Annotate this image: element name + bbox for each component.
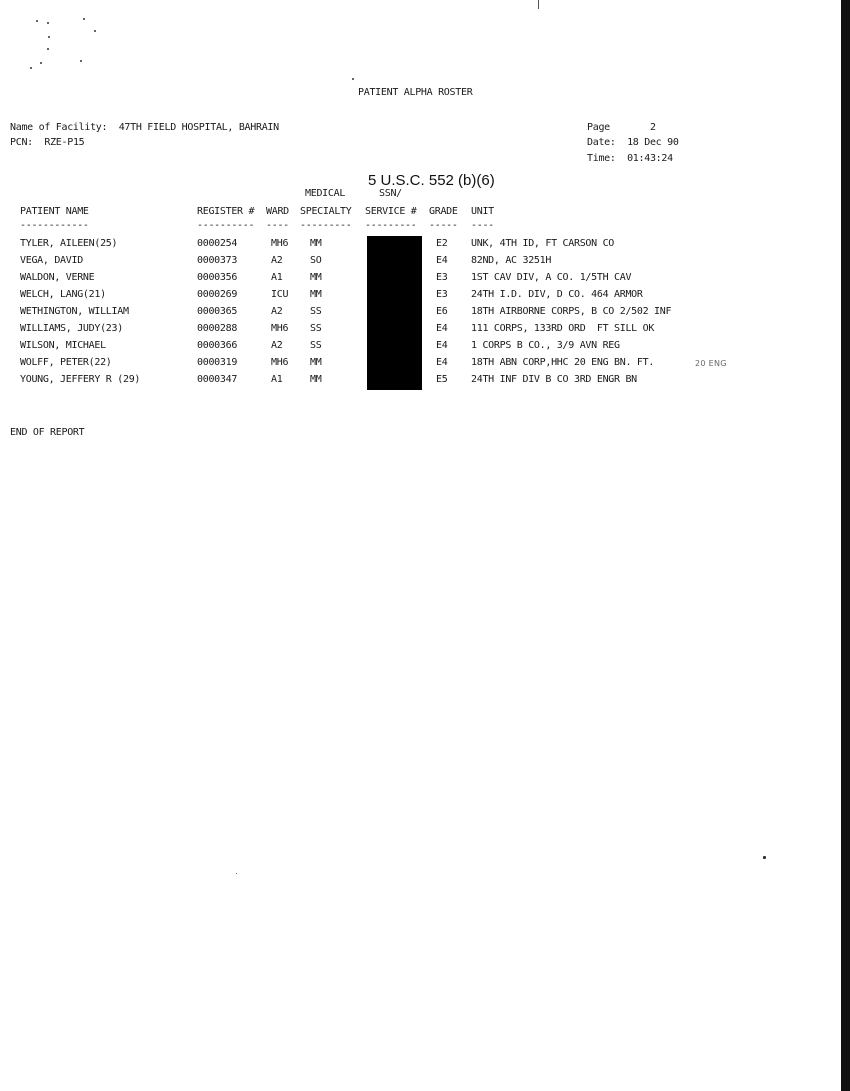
- cell-patient-name: WOLFF, PETER(22): [20, 357, 112, 368]
- cell-specialty: MM: [310, 357, 322, 368]
- cell-unit: 18TH AIRBORNE CORPS, B CO 2/502 INF: [471, 306, 672, 317]
- header-unit: UNIT: [471, 206, 494, 217]
- cell-ward: MH6: [271, 323, 289, 334]
- cell-specialty: SS: [310, 306, 322, 317]
- table-row: [0, 374, 637, 387]
- cell-specialty: MM: [310, 238, 322, 249]
- cell-ward: MH6: [271, 238, 289, 249]
- cell-patient-name: WETHINGTON, WILLIAM: [20, 306, 129, 317]
- cell-ward: ICU: [271, 289, 289, 300]
- header-specialty: SPECIALTY: [300, 206, 352, 217]
- cell-patient-name: WELCH, LANG(21): [20, 289, 106, 300]
- cell-register: 0000356: [197, 272, 238, 283]
- cell-register: 0000373: [197, 255, 238, 266]
- cell-ward: MH6: [271, 357, 289, 368]
- cell-grade: E4: [436, 357, 448, 368]
- cell-unit: 1ST CAV DIV, A CO. 1/5TH CAV: [471, 272, 632, 283]
- cell-specialty: SO: [310, 255, 322, 266]
- table-row: [0, 289, 643, 302]
- cell-grade: E4: [436, 255, 448, 266]
- cell-patient-name: TYLER, AILEEN(25): [20, 238, 118, 249]
- redaction-block: [367, 236, 422, 390]
- date-line: [587, 137, 679, 148]
- underline-service: ---------: [365, 220, 417, 231]
- cell-ward: A2: [271, 340, 283, 351]
- table-row: [0, 238, 615, 251]
- underline-unit: ----: [471, 220, 494, 231]
- pcn-label: PCN:: [10, 137, 33, 148]
- cell-unit: 111 CORPS, 133RD ORD FT SILL OK: [471, 323, 655, 334]
- cell-specialty: MM: [310, 289, 322, 300]
- cell-register: 0000254: [197, 238, 238, 249]
- cell-grade: E5: [436, 374, 448, 385]
- cell-patient-name: WILSON, MICHAEL: [20, 340, 106, 351]
- foia-exemption-stamp: 5 U.S.C. 552 (b)(6): [368, 172, 495, 189]
- cell-specialty: SS: [310, 340, 322, 351]
- header-patient-name: PATIENT NAME: [20, 206, 89, 217]
- cell-register: 0000288: [197, 323, 238, 334]
- header-register: REGISTER #: [197, 206, 255, 217]
- cell-unit: 18TH ABN CORP,HHC 20 ENG BN. FT.: [471, 357, 655, 368]
- pcn-value: RZE-P15: [44, 137, 85, 148]
- underline-grade: -----: [429, 220, 458, 231]
- cell-register: 0000365: [197, 306, 238, 317]
- cell-patient-name: WILLIAMS, JUDY(23): [20, 323, 123, 334]
- table-row: [0, 323, 655, 336]
- time-label: Time:: [587, 153, 616, 164]
- cell-unit: 82ND, AC 3251H: [471, 255, 552, 266]
- cell-grade: E4: [436, 340, 448, 351]
- cell-grade: E2: [436, 238, 448, 249]
- cell-grade: E3: [436, 272, 448, 283]
- cell-unit: 24TH I.D. DIV, D CO. 464 ARMOR: [471, 289, 643, 300]
- report-title: PATIENT ALPHA ROSTER: [358, 87, 473, 98]
- table-row: [0, 357, 655, 370]
- time-line: [587, 153, 673, 164]
- handwritten-note: 20 ENG: [695, 359, 727, 368]
- cell-register: 0000347: [197, 374, 238, 385]
- end-of-report: END OF REPORT: [10, 427, 85, 438]
- header-grade: GRADE: [429, 206, 458, 217]
- cell-grade: E4: [436, 323, 448, 334]
- cell-patient-name: VEGA, DAVID: [20, 255, 83, 266]
- cell-register: 0000366: [197, 340, 238, 351]
- cell-unit: 1 CORPS B CO., 3/9 AVN REG: [471, 340, 620, 351]
- cell-grade: E3: [436, 289, 448, 300]
- date-value: 18 Dec 90: [627, 137, 679, 148]
- cell-patient-name: WALDON, VERNE: [20, 272, 95, 283]
- header-medical-top: MEDICAL: [305, 188, 346, 199]
- time-value: 01:43:24: [627, 153, 673, 164]
- pcn-line: [10, 137, 84, 148]
- facility-line: [10, 122, 279, 133]
- underline-ward: ----: [266, 220, 289, 231]
- scan-edge-border: [841, 0, 850, 1091]
- cell-ward: A1: [271, 272, 283, 283]
- cell-ward: A1: [271, 374, 283, 385]
- scan-top-mark: [538, 0, 539, 9]
- header-ward: WARD: [266, 206, 289, 217]
- date-label: Date:: [587, 137, 616, 148]
- underline-register: ----------: [197, 220, 255, 231]
- table-row: [0, 255, 552, 268]
- underline-specialty: ---------: [300, 220, 352, 231]
- cell-unit: UNK, 4TH ID, FT CARSON CO: [471, 238, 615, 249]
- cell-grade: E6: [436, 306, 448, 317]
- table-row: [0, 340, 620, 353]
- header-service: SERVICE #: [365, 206, 417, 217]
- underline-patient-name: ------------: [20, 220, 89, 231]
- cell-ward: A2: [271, 306, 283, 317]
- facility-label: Name of Facility:: [10, 122, 108, 133]
- cell-unit: 24TH INF DIV B CO 3RD ENGR BN: [471, 374, 637, 385]
- page-label: Page: [587, 122, 610, 133]
- table-row: [0, 306, 672, 319]
- cell-register: 0000319: [197, 357, 238, 368]
- header-ssn-top: SSN/: [379, 188, 402, 199]
- facility-value: 47TH FIELD HOSPITAL, BAHRAIN: [118, 122, 279, 133]
- cell-ward: A2: [271, 255, 283, 266]
- page-line: [587, 122, 656, 133]
- cell-specialty: SS: [310, 323, 322, 334]
- table-row: [0, 272, 632, 285]
- cell-patient-name: YOUNG, JEFFERY R (29): [20, 374, 141, 385]
- cell-specialty: MM: [310, 272, 322, 283]
- cell-register: 0000269: [197, 289, 238, 300]
- page-value: 2: [649, 122, 656, 133]
- cell-specialty: MM: [310, 374, 322, 385]
